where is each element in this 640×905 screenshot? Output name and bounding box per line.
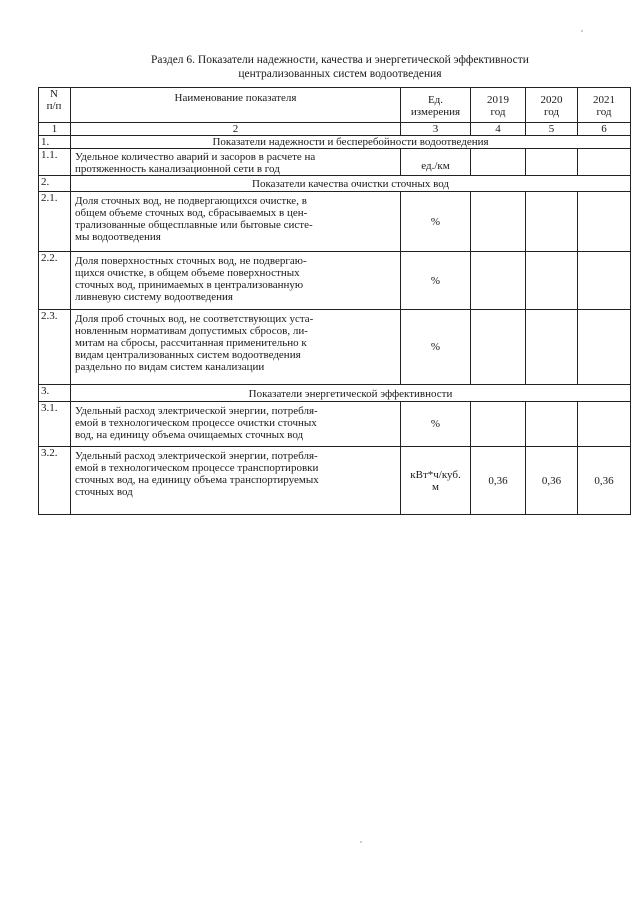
value-2021 xyxy=(578,402,631,447)
header-row xyxy=(39,88,631,123)
value-2019 xyxy=(471,149,526,176)
section-title-line-2: централизованных систем водоотведения xyxy=(238,68,442,80)
value-2021: 0,36 xyxy=(578,447,631,515)
table-row xyxy=(39,252,631,310)
unit-line-1: кВт*ч/куб. xyxy=(410,468,461,481)
value-2020 xyxy=(526,402,578,447)
indicator-name-line: Доля поверхностных сточных вод, не подвергаю- xyxy=(75,255,307,267)
value-2019: 0,36 xyxy=(471,447,526,515)
value-2021 xyxy=(578,149,631,176)
indicator-name-line: трализованные общесплавные или бытовые систе- xyxy=(75,219,313,231)
section-heading: Показатели надежности и бесперебойности водоотведения xyxy=(71,136,631,149)
header-unit xyxy=(401,88,471,123)
value-2021 xyxy=(578,252,631,310)
unit-cell: % xyxy=(401,310,471,385)
column-number: 2 xyxy=(71,123,401,136)
row-number: 3.1. xyxy=(39,402,71,447)
indicator-name-line: Доля сточных вод, не подвергающихся очистке, в xyxy=(75,195,307,207)
column-number: 5 xyxy=(526,123,578,136)
row-number: 1.1. xyxy=(39,149,71,176)
indicator-name-line: вод, на единицу объема очищаемых сточных вод xyxy=(75,429,304,441)
value-2020 xyxy=(526,149,578,176)
unit-cell: % xyxy=(401,192,471,252)
indicator-name-line: Удельное количество аварий и засоров в расчете на xyxy=(75,151,316,163)
value-2019 xyxy=(471,192,526,252)
value-2020: 0,36 xyxy=(526,447,578,515)
indicator-name xyxy=(71,310,401,385)
header-year-2021-line-2: год xyxy=(596,106,612,118)
scan-speck xyxy=(360,841,362,843)
indicator-name xyxy=(71,447,401,515)
header-year-2020-line-2: год xyxy=(543,106,560,118)
column-number: 1 xyxy=(39,123,71,136)
value-2021 xyxy=(578,192,631,252)
indicator-name xyxy=(71,402,401,447)
unit-cell: ед./км xyxy=(401,149,471,176)
column-number: 4 xyxy=(471,123,526,136)
indicator-name-line: протяженность канализационной сети в год xyxy=(75,163,280,175)
table-row xyxy=(39,310,631,385)
indicator-name-line: емой в технологическом процессе очистки сточных xyxy=(75,417,317,429)
header-number-line-2: п/п xyxy=(46,100,62,112)
value-2019 xyxy=(471,310,526,385)
section-number: 1. xyxy=(39,136,71,149)
unit-cell: % xyxy=(401,402,471,447)
indicator-name-line: мы водоотведения xyxy=(75,231,161,243)
header-year-2020 xyxy=(526,88,578,123)
section-number: 3. xyxy=(39,385,71,402)
header-year-2021-line-1: 2021 xyxy=(593,94,615,106)
header-number xyxy=(39,88,71,123)
indicator-name-line: сточных вод xyxy=(75,486,133,498)
value-2019 xyxy=(471,402,526,447)
section-row xyxy=(39,385,631,402)
value-2021 xyxy=(578,310,631,385)
row-number: 3.2. xyxy=(39,447,71,515)
indicator-name-line: Удельный расход электрической энергии, потребля- xyxy=(75,450,318,462)
table-row xyxy=(39,447,631,515)
scan-speck xyxy=(581,30,583,32)
section-heading: Показатели качества очистки сточных вод xyxy=(71,176,631,192)
value-2019 xyxy=(471,252,526,310)
indicator-name-line: видам централизованных систем водоотведения xyxy=(75,349,301,361)
table-row xyxy=(39,149,631,176)
header-unit-line-2: измерения xyxy=(410,106,461,118)
section-heading: Показатели энергетической эффективности xyxy=(71,385,631,402)
indicator-name-line: ливневую систему водоотведения xyxy=(75,291,233,303)
column-numbers-row xyxy=(39,123,631,136)
header-name-text: Наименование показателя xyxy=(174,92,297,104)
section-title xyxy=(60,53,620,81)
indicator-name xyxy=(71,252,401,310)
table-row xyxy=(39,402,631,447)
header-year-2020-line-1: 2020 xyxy=(540,94,563,106)
indicator-name-line: щихся очистке, в общем объеме поверхностных xyxy=(75,267,300,279)
indicator-name-line: новленным нормативам допустимых сбросов, ли- xyxy=(75,325,308,337)
indicator-name-line: митам на сбросы, рассчитанная применительно к xyxy=(75,337,307,349)
value-2020 xyxy=(526,192,578,252)
value-2020 xyxy=(526,310,578,385)
row-number: 2.1. xyxy=(39,192,71,252)
unit-cell xyxy=(401,447,471,515)
indicator-name-line: сточных вод, на единицу объема транспортируемых xyxy=(75,474,319,486)
value-2020 xyxy=(526,252,578,310)
table-row xyxy=(39,192,631,252)
indicator-name-line: емой в технологическом процессе транспортировки xyxy=(75,462,319,474)
column-number: 3 xyxy=(401,123,471,136)
header-year-2019 xyxy=(471,88,526,123)
indicator-name-line: раздельно по видам систем канализации xyxy=(75,361,265,373)
indicator-name xyxy=(71,149,401,176)
column-number: 6 xyxy=(578,123,631,136)
header-year-2021 xyxy=(578,88,631,123)
indicator-name-line: общем объеме сточных вод, сбрасываемых в цен- xyxy=(75,207,308,219)
section-row xyxy=(39,136,631,149)
unit-cell: % xyxy=(401,252,471,310)
row-number: 2.2. xyxy=(39,252,71,310)
section-title-line-1: Раздел 6. Показатели надежности, качества и энергетической эффективности xyxy=(151,54,529,66)
header-unit-line-1: Ед. xyxy=(427,94,444,106)
indicator-name-line: Удельный расход электрической энергии, потребля- xyxy=(75,405,318,417)
section-row xyxy=(39,176,631,192)
indicators-table xyxy=(38,87,631,515)
section-number: 2. xyxy=(39,176,71,192)
unit-line-2: м xyxy=(432,480,439,493)
header-name xyxy=(71,88,401,123)
indicator-name-line: Доля проб сточных вод, не соответствующих уста- xyxy=(75,313,314,325)
header-year-2019-line-1: 2019 xyxy=(487,94,509,106)
row-number: 2.3. xyxy=(39,310,71,385)
indicator-name xyxy=(71,192,401,252)
indicator-name-line: сточных вод, принимаемых в централизованную xyxy=(75,279,304,291)
header-number-line-1: N xyxy=(50,88,58,100)
header-year-2019-line-2: год xyxy=(490,106,506,118)
